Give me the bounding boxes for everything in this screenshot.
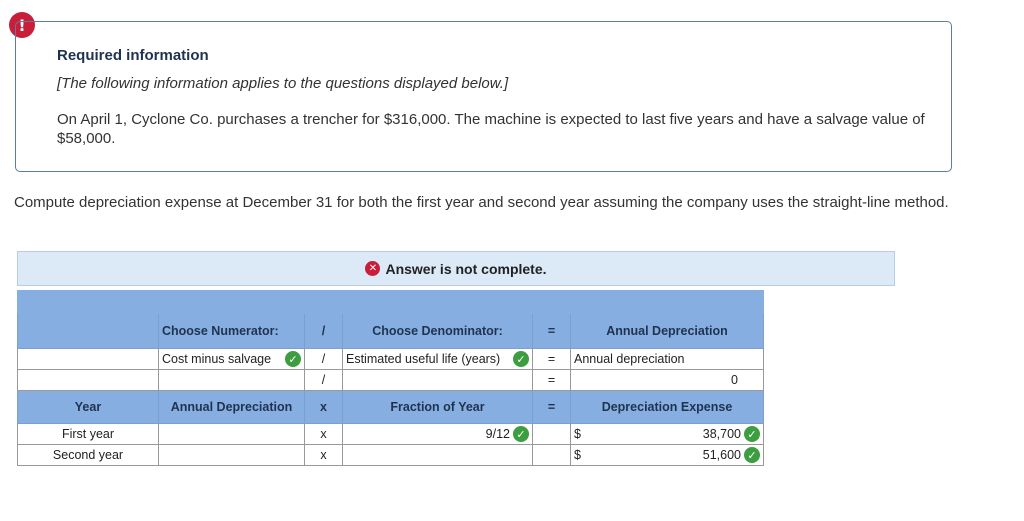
question-text: Compute depreciation expense at December 31 for both the first year and second year assuming the company uses the straight-line method.	[14, 194, 949, 211]
fraction-header: Fraction of Year	[343, 391, 533, 424]
error-x-icon: ✕	[365, 261, 380, 276]
depreciation-table	[17, 290, 764, 466]
annual-depreciation-input[interactable]	[159, 424, 305, 445]
check-icon: ✓	[513, 426, 529, 442]
equals-symbol: =	[533, 349, 571, 370]
fraction-value: 9/12	[485, 427, 510, 441]
dollar-sign: $	[574, 427, 581, 441]
equals-symbol: =	[533, 370, 571, 391]
annual-depreciation-value: 0	[571, 370, 764, 391]
numerator-select[interactable]	[159, 349, 305, 370]
denominator-select[interactable]	[343, 349, 533, 370]
denominator-input[interactable]	[343, 370, 533, 391]
fraction-input[interactable]	[343, 424, 533, 445]
info-note: [The following information applies to the questions displayed below.]	[57, 75, 509, 92]
denominator-value: Estimated useful life (years)	[346, 352, 501, 366]
answer-status-banner	[17, 251, 895, 286]
times-symbol: x	[305, 445, 343, 466]
denominator-header: Choose Denominator:	[343, 314, 533, 349]
numerator-header: Choose Numerator:	[159, 314, 305, 349]
expense-value: 38,700	[702, 427, 741, 441]
exclamation-icon: !	[9, 12, 35, 38]
required-information-box	[15, 21, 952, 172]
fraction-input[interactable]	[343, 445, 533, 466]
table-row	[18, 424, 764, 445]
times-symbol: x	[305, 391, 343, 424]
result-header: Annual Depreciation	[571, 314, 764, 349]
formula-header-row	[18, 314, 764, 349]
times-symbol: x	[305, 424, 343, 445]
check-icon: ✓	[285, 351, 301, 367]
check-icon: ✓	[744, 447, 760, 463]
blank-header-cell	[18, 314, 159, 349]
year-label: Second year	[18, 445, 159, 466]
annual-depreciation-header: Annual Depreciation	[159, 391, 305, 424]
info-text: On April 1, Cyclone Co. purchases a trencher for $316,000. The machine is expected to last five years and have a salvage value of $58,000.	[57, 111, 925, 147]
formula-row-2	[18, 370, 764, 391]
divide-symbol: /	[305, 314, 343, 349]
expense-input[interactable]	[571, 445, 764, 466]
numerator-input[interactable]	[159, 370, 305, 391]
blank-cell	[533, 445, 571, 466]
blank-cell	[18, 370, 159, 391]
numerator-value: Cost minus salvage	[162, 352, 272, 366]
blank-cell	[18, 349, 159, 370]
annual-depreciation-input[interactable]	[159, 445, 305, 466]
formula-row-1	[18, 349, 764, 370]
info-title: Required information	[57, 47, 209, 64]
check-icon: ✓	[513, 351, 529, 367]
table-row	[18, 445, 764, 466]
table-top-bar	[18, 291, 764, 314]
expense-value: 51,600	[702, 448, 741, 462]
divide-symbol: /	[305, 349, 343, 370]
dollar-sign: $	[574, 448, 581, 462]
expense-input[interactable]	[571, 424, 764, 445]
equals-symbol: =	[533, 391, 571, 424]
divide-symbol: /	[305, 370, 343, 391]
year-header: Year	[18, 391, 159, 424]
answer-status-text: Answer is not complete.	[385, 260, 547, 277]
check-icon: ✓	[744, 426, 760, 442]
blank-cell	[533, 424, 571, 445]
expense-header-row	[18, 391, 764, 424]
result-label: Annual depreciation	[571, 349, 764, 370]
equals-symbol: =	[533, 314, 571, 349]
expense-header: Depreciation Expense	[571, 391, 764, 424]
year-label: First year	[18, 424, 159, 445]
